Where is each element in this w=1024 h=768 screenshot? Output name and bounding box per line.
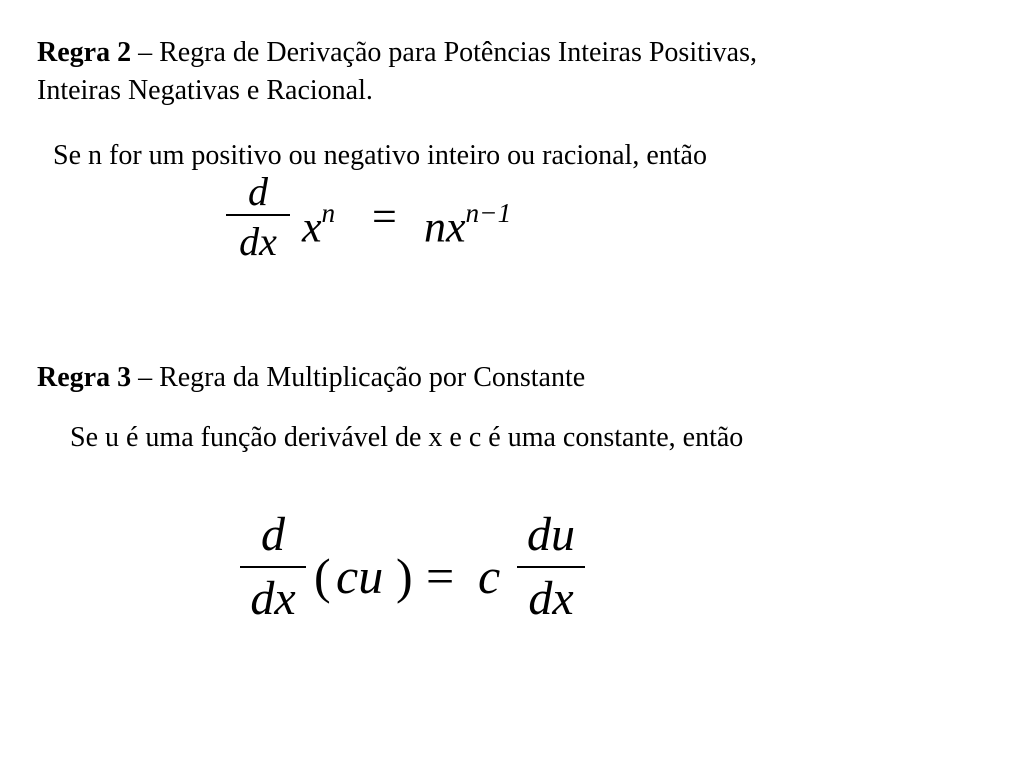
rule2-base: $x^n$ [302,197,336,252]
rule2-heading [37,34,997,110]
rule3-rhs-denominator: dx [528,572,574,625]
rule3-heading [37,359,997,397]
rule3-rhs-derivative [517,508,585,626]
rule2-rhs: $nx^{n-1}$ [424,197,512,252]
rule2-label: Regra 2 [37,37,132,68]
rule3-constant: c [478,548,501,604]
rule2-equals: = [372,192,397,241]
rule3-derivative-operator [240,508,306,626]
rule2-derivative-operator [224,170,292,264]
rule3-label: Regra 3 [37,362,132,393]
rule3-frac-bar [240,566,306,568]
rule3-rhs-numerator: du [527,508,575,561]
rule3-frac-numerator: d [261,508,285,561]
rule2-rhs-exponent: n−1 [465,197,512,228]
rule3-open-paren: ( [314,548,331,604]
rule2-frac-denominator: dx [239,219,277,264]
rule2-title: – Regra de Derivação para Potências Inteiras Positivas, [131,37,757,68]
rule2-title-line2: Inteiras Negativas e Racional. [37,75,373,106]
rule3-statement: Se u é uma função derivável de x e c é uma constante, então [70,422,744,453]
rule2-statement: Se n for um positivo ou negativo inteiro ou racional, então [53,140,707,171]
rule2-frac-bar [226,214,290,216]
rule3-argument: cu [336,548,384,604]
rule2-frac-numerator: d [248,169,268,214]
rule3-rhs-bar [517,566,585,568]
rule3-title: – Regra da Multiplicação por Constante [131,362,586,393]
rule3-equals: = [426,548,455,604]
rule3-close-paren: ) [396,548,413,604]
rule2-exponent: n [321,197,336,228]
rule3-frac-denominator: dx [250,572,296,625]
